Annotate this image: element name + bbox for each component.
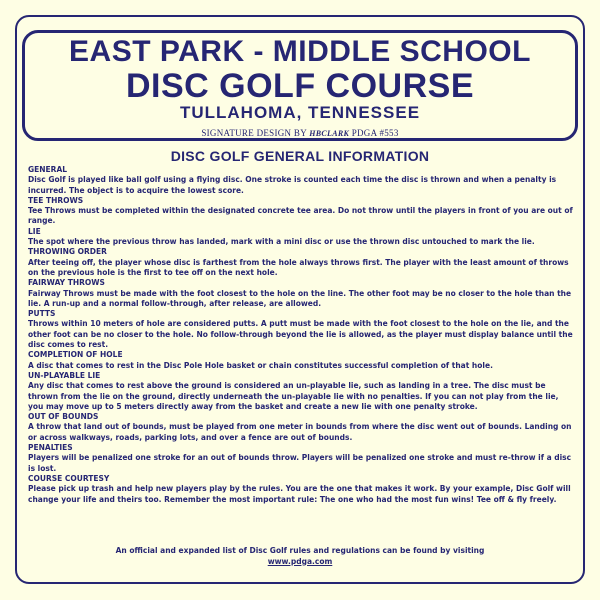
rule-title: PENALTIES bbox=[28, 443, 73, 453]
rule-section-general bbox=[28, 165, 576, 196]
title-line-2: DISC GOLF COURSE bbox=[125, 67, 475, 105]
rule-section-tee-throws bbox=[28, 196, 576, 227]
rule-section-penalties bbox=[28, 443, 576, 474]
signature-line bbox=[0, 128, 600, 138]
rule-title: TEE THROWS bbox=[28, 195, 84, 205]
rule-text: Disc Golf is played like ball golf using a flying disc. One stroke is counted each time the disc is thrown and when a penalty is incurred. The object is to acquire the lowest score. bbox=[28, 175, 557, 195]
rules-body bbox=[28, 165, 576, 505]
rule-title: COURSE COURTESY bbox=[28, 473, 110, 483]
title-location: TULLAHOMA, TENNESSEE bbox=[179, 103, 421, 122]
rule-text: After teeing off, the player whose disc is farthest from the hole always throws first. The player with the least amount of throws on the previous hole is the first to tee off on the next hole. bbox=[28, 257, 569, 277]
rule-text: Fairway Throws must be made with the foot closest to the hole on the line. The other foot may be no closer to the hole than the lie. A run-up and a normal follow-through, after release, are allowed. bbox=[28, 288, 572, 308]
rule-text: A throw that land out of bounds, must be played from one meter in bounds from where the disc went out of bounds. Landing on or across walkways, roads, parking lots, and over a fence are out of bounds. bbox=[28, 422, 572, 442]
signature-prefix: SIGNATURE DESIGN BY bbox=[201, 128, 307, 138]
section-heading: DISC GOLF GENERAL INFORMATION bbox=[170, 148, 430, 164]
rule-section-fairway-throws bbox=[28, 278, 576, 309]
signature-suffix: PDGA #553 bbox=[351, 128, 399, 138]
rule-title: OUT OF BOUNDS bbox=[28, 412, 99, 422]
rule-title: UN-PLAYABLE LIE bbox=[28, 370, 101, 380]
rule-section-lie bbox=[28, 227, 576, 248]
title-line-1: EAST PARK - MIDDLE SCHOOL bbox=[69, 35, 531, 68]
rule-title: FAIRWAY THROWS bbox=[28, 278, 105, 288]
pdga-link[interactable]: www.pdga.com bbox=[267, 556, 333, 566]
rule-text: Throws within 10 meters of hole are considered putts. A putt must be made with the foot closest to the hole on the lie, and the other foot can be no closer to the hole. No follow-through beyond the lie is allowed, as the player must display balance until the disc comes to rest. bbox=[28, 319, 573, 350]
rule-text: Any disc that comes to rest above the ground is considered an un-playable lie, such as landing in a tree. The disc must be thrown from the lie on the ground, directly underneath the un-playable lie with no penalties. If you can not play from the lie, you may move up to 5 meters directly away from the basket and create a new lie with one penalty stroke. bbox=[28, 381, 559, 411]
rule-text: Please pick up trash and help new players play by the rules. You are the one that makes it work. By your example, Disc Golf will change your life and theirs too. Remember the most important rule: The one who had the most fun wins! Tee off & fly freely. bbox=[28, 484, 571, 504]
rule-section-course-courtesy bbox=[28, 474, 576, 505]
title-banner bbox=[22, 30, 578, 141]
rule-title: COMPLETION OF HOLE bbox=[28, 350, 123, 360]
rule-title: PUTTS bbox=[28, 309, 56, 319]
rule-text: Tee Throws must be completed within the designated concrete tee area. Do not throw until the players in front of you are out of range. bbox=[28, 206, 573, 226]
rule-title: LIE bbox=[28, 226, 41, 236]
rule-text: Players will be penalized one stroke for an out of bounds throw. Players will be penalized one stroke and must re-throw if a disc is lost. bbox=[28, 453, 572, 473]
rule-section-unplayable-lie bbox=[28, 371, 576, 412]
rule-text: The spot where the previous throw has landed, mark with a mini disc or use the thrown disc untouched to mark the lie. bbox=[28, 237, 535, 247]
rule-section-completion-of-hole bbox=[28, 350, 576, 371]
rule-text: A disc that comes to rest in the Disc Pole Hole basket or chain constitutes successful completion of that hole. bbox=[28, 360, 493, 370]
footer-text: An official and expanded list of Disc Golf rules and regulations can be found by visiting bbox=[115, 546, 485, 555]
rule-title: THROWING ORDER bbox=[28, 247, 107, 257]
signature-brand-logo: HBCLARK bbox=[309, 129, 350, 138]
rule-title: GENERAL bbox=[28, 165, 68, 174]
rule-section-out-of-bounds bbox=[28, 412, 576, 443]
rule-section-putts bbox=[28, 309, 576, 350]
footer-note bbox=[0, 546, 600, 567]
rule-section-throwing-order bbox=[28, 247, 576, 278]
